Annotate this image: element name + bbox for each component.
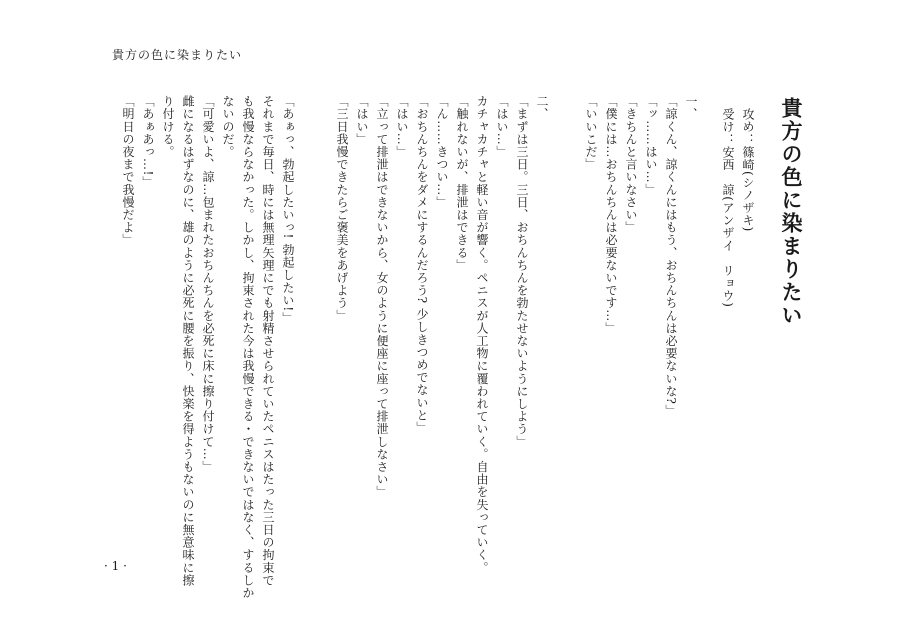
narration-line: も我慢ならなかった。しかし、拘束された今は我慢できる・できないではなく、するしか [241, 95, 255, 599]
dialogue-line: 「ん……きつい…」 [435, 95, 449, 209]
cast-line: 受け：安西 諒(アンザイ リョウ) [721, 108, 735, 308]
dialogue-line: 「おちんちんをダメにするんだろう? 少しきつめでないと」 [415, 95, 429, 435]
dialogue-line: 「可愛いよ、諒…包まれたおちんちんを必死に床に擦り付けて…」 [201, 95, 215, 473]
dialogue-line: 「触れないが、排泄はできる」 [455, 95, 469, 272]
narration-line: り付ける。 [161, 95, 175, 158]
dialogue-line: 「僕には…おちんちんは必要ないです…」 [604, 95, 618, 335]
narration-line: カチャカチャと軽い音が響く。ペニスが人工物に覆われていく。自由を失っていく。 [475, 95, 489, 574]
dialogue-line: 「ッ……はい…」 [644, 95, 658, 196]
page-number: · 1 · [104, 559, 127, 573]
dialogue-line: 「いいこだ」 [584, 95, 598, 171]
narration-line: ないのだ。 [221, 95, 235, 158]
dialogue-line: 「立って排泄はできないから、女のように便座に座って排泄しなさい」 [375, 95, 389, 499]
dialogue-line: 「あぁあっ…!」 [141, 95, 155, 189]
dialogue-line: 「あぁっ、勃起したいっ! 勃起したい!」 [281, 95, 295, 325]
narration-line: 雌になるはずなのに、雄のように必死に腰を振り、快楽を得ようもないのに無意味に擦 [181, 95, 195, 587]
cast-line: 攻め：篠崎(シノザキ) [741, 108, 755, 232]
dialogue-line: 「はい…」 [395, 95, 409, 158]
dialogue-line: 「はい…」 [495, 95, 509, 158]
dialogue-line: 「明日の夜まで我慢だよ」 [121, 95, 135, 247]
dialogue-line: 「きちんと言いなさい」 [624, 95, 638, 234]
running-header: 貴方の色に染まりたい [112, 48, 243, 62]
dialogue-line: 「はい」 [355, 95, 369, 146]
dialogue-line: 「まずは三日。三日、おちんちんを勃たせないようにしよう」 [515, 95, 529, 448]
section-heading: 一、 [684, 95, 698, 121]
section-heading: 二、 [535, 95, 549, 121]
dialogue-line: 「三日我慢できたらご褒美をあげよう」 [335, 95, 349, 322]
story-title: 貴方の色に染まりたい [779, 97, 804, 327]
narration-line: それまで毎日、時には無理矢理にでも射精させられていたペニスはたった三日の拘束で [261, 95, 275, 587]
dialogue-line: 「諒くん、諒くんにはもう、おちんちんは必要ないな?」 [664, 95, 678, 418]
